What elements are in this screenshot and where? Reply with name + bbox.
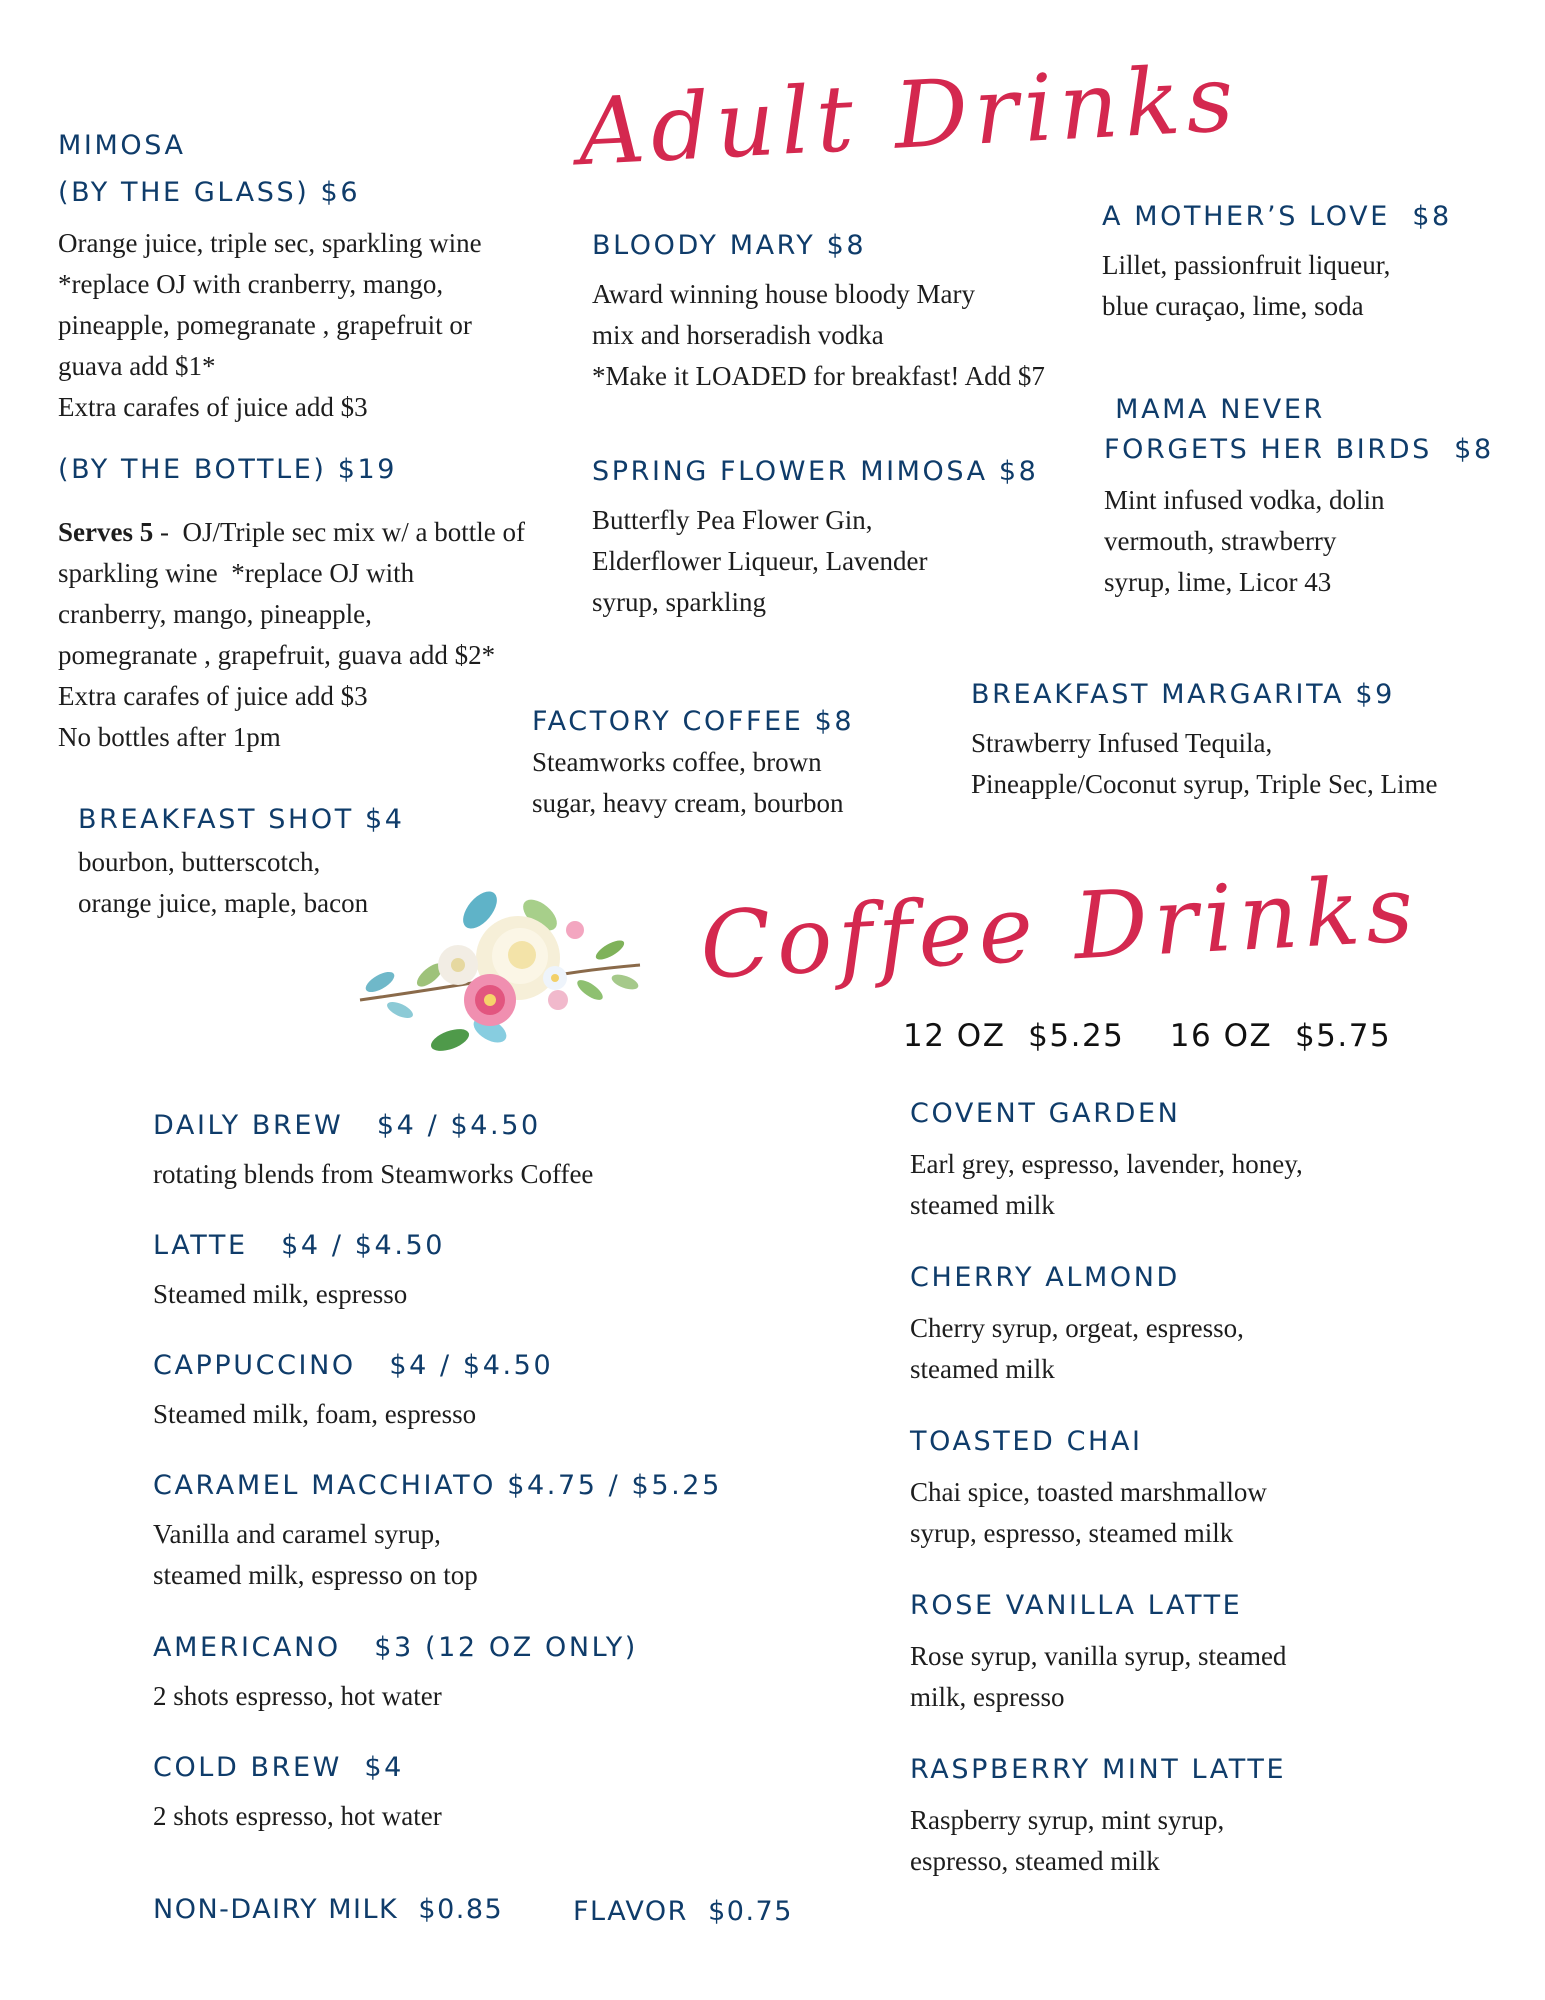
item-desc-line: Mint infused vodka, dolin bbox=[1104, 485, 1385, 515]
item-desc-line: Rose syrup, vanilla syrup, steamed bbox=[910, 1641, 1287, 1671]
item-name: MAMA NEVER bbox=[1104, 394, 1325, 425]
item-name: COLD BREW $4 bbox=[153, 1752, 404, 1783]
item-desc-line: steamed milk bbox=[910, 1190, 1055, 1220]
item-desc-line: Elderflower Liqueur, Lavender bbox=[592, 546, 928, 576]
item-desc-line: bourbon, butterscotch, bbox=[78, 847, 321, 877]
item-desc-line: Lillet, passionfruit liqueur, bbox=[1102, 250, 1391, 280]
addon-flavor: FLAVOR $0.75 bbox=[573, 1896, 793, 1927]
item-desc-line: mix and horseradish vodka bbox=[592, 320, 884, 350]
item-desc-line: steamed milk bbox=[910, 1354, 1055, 1384]
item-desc-line: orange juice, maple, bacon bbox=[78, 888, 369, 918]
cup-size-prices: 12 OZ $5.25 16 OZ $5.75 bbox=[903, 1018, 1392, 1054]
item-desc-line: pomegranate , grapefruit, guava add $2* bbox=[58, 640, 496, 670]
item-desc-line: syrup, sparkling bbox=[592, 587, 766, 617]
serves-label: Serves 5 bbox=[58, 517, 154, 547]
coffee-item-latte bbox=[153, 1226, 722, 1346]
item-name: FACTORY COFFEE $8 bbox=[532, 706, 855, 737]
item-desc-line: Steamworks coffee, brown bbox=[532, 747, 822, 777]
coffee-item-cherry-almond bbox=[910, 1258, 1303, 1422]
item-desc-line: Steamed milk, espresso bbox=[153, 1279, 408, 1309]
item-desc-line: No bottles after 1pm bbox=[58, 722, 281, 752]
coffee-item-americano bbox=[153, 1628, 722, 1748]
item-desc-line: Chai spice, toasted marshmallow bbox=[910, 1477, 1267, 1507]
item-desc-line: Award winning house bloody Mary bbox=[592, 279, 975, 309]
item-desc-line: 2 shots espresso, hot water bbox=[153, 1801, 442, 1831]
item-desc-line: 2 shots espresso, hot water bbox=[153, 1681, 442, 1711]
item-name: CHERRY ALMOND bbox=[910, 1262, 1180, 1293]
menu-item-factory-coffee bbox=[532, 702, 854, 824]
coffee-item-cold-brew bbox=[153, 1748, 722, 1868]
item-name: ROSE VANILLA LATTE bbox=[910, 1590, 1243, 1621]
item-name: TOASTED CHAI bbox=[910, 1426, 1143, 1457]
item-desc-line: *Make it LOADED for breakfast! Add $7 bbox=[592, 361, 1045, 391]
item-name: RASPBERRY MINT LATTE bbox=[910, 1754, 1287, 1785]
menu-item-mimosa-bottle bbox=[58, 450, 525, 758]
item-desc-line: Strawberry Infused Tequila, bbox=[971, 728, 1273, 758]
item-desc-line: rotating blends from Steamworks Coffee bbox=[153, 1159, 594, 1189]
coffee-menu-left bbox=[153, 1106, 722, 1868]
item-desc-line: sparkling wine *replace OJ with bbox=[58, 558, 415, 588]
coffee-item-caramel-macchiato bbox=[153, 1466, 722, 1628]
coffee-item-raspberry-mint-latte bbox=[910, 1750, 1303, 1914]
item-desc-line: Steamed milk, foam, espresso bbox=[153, 1399, 477, 1429]
item-desc-line: Orange juice, triple sec, sparkling wine bbox=[58, 228, 482, 258]
menu-item-bloody-mary bbox=[592, 226, 1045, 397]
item-desc-line: Earl grey, espresso, lavender, honey, bbox=[910, 1149, 1303, 1179]
item-desc-text: - OJ/Triple sec mix w/ a bottle of bbox=[153, 517, 525, 547]
item-desc-line: Raspberry syrup, mint syrup, bbox=[910, 1805, 1225, 1835]
floral-bouquet-icon bbox=[340, 870, 660, 1070]
item-desc-line: syrup, lime, Licor 43 bbox=[1104, 567, 1332, 597]
item-name: CAPPUCCINO $4 / $4.50 bbox=[153, 1350, 554, 1381]
menu-item-mimosa-glass bbox=[58, 126, 482, 428]
item-desc-line: Vanilla and caramel syrup, bbox=[153, 1519, 441, 1549]
item-desc-line: steamed milk, espresso on top bbox=[153, 1560, 478, 1590]
item-desc-line: *replace OJ with cranberry, mango, bbox=[58, 269, 444, 299]
item-desc-line: vermouth, strawberry bbox=[1104, 526, 1337, 556]
item-name: (BY THE BOTTLE) $19 bbox=[58, 454, 398, 485]
item-name: AMERICANO $3 (12 OZ ONLY) bbox=[153, 1632, 638, 1663]
item-desc-line: Extra carafes of juice add $3 bbox=[58, 392, 368, 422]
item-desc-line: syrup, espresso, steamed milk bbox=[910, 1518, 1234, 1548]
addon-non-dairy-milk: NON-DAIRY MILK $0.85 bbox=[153, 1894, 504, 1925]
item-name: FORGETS HER BIRDS $8 bbox=[1104, 434, 1494, 465]
item-desc-line: pineapple, pomegranate , grapefruit or bbox=[58, 310, 472, 340]
item-name: COVENT GARDEN bbox=[910, 1098, 1181, 1129]
item-name: CARAMEL MACCHIATO $4.75 / $5.25 bbox=[153, 1470, 722, 1501]
coffee-item-daily-brew bbox=[153, 1106, 722, 1226]
menu-item-breakfast-margarita bbox=[971, 675, 1437, 805]
item-desc-line: milk, espresso bbox=[910, 1682, 1065, 1712]
adult-drinks-heading: Adult Drinks bbox=[575, 44, 1242, 187]
item-name: DAILY BREW $4 / $4.50 bbox=[153, 1110, 541, 1141]
coffee-item-toasted-chai bbox=[910, 1422, 1303, 1586]
item-desc-line: Pineapple/Coconut syrup, Triple Sec, Lime bbox=[971, 769, 1438, 799]
coffee-item-covent-garden bbox=[910, 1094, 1303, 1258]
item-name: BREAKFAST MARGARITA $9 bbox=[971, 679, 1395, 710]
item-desc-line: Cherry syrup, orgeat, espresso, bbox=[910, 1313, 1244, 1343]
item-desc-line: cranberry, mango, pineapple, bbox=[58, 599, 372, 629]
menu-item-mama-birds bbox=[1104, 390, 1494, 603]
item-desc-line bbox=[58, 512, 525, 553]
coffee-drinks-heading: Coffee Drinks bbox=[697, 855, 1422, 1000]
coffee-menu-right bbox=[910, 1094, 1303, 1914]
item-name: SPRING FLOWER MIMOSA $8 bbox=[592, 456, 1039, 487]
item-name: (BY THE GLASS) $6 bbox=[58, 177, 361, 208]
item-name: A MOTHER’S LOVE $8 bbox=[1102, 201, 1452, 232]
item-name: LATTE $4 / $4.50 bbox=[153, 1230, 446, 1261]
item-name: BREAKFAST SHOT $4 bbox=[78, 804, 405, 835]
menu-item-spring-flower-mimosa bbox=[592, 452, 1038, 623]
item-desc-line: guava add $1* bbox=[58, 351, 216, 381]
coffee-item-cappuccino bbox=[153, 1346, 722, 1466]
item-name: BLOODY MARY $8 bbox=[592, 230, 867, 261]
item-desc-line: Extra carafes of juice add $3 bbox=[58, 681, 368, 711]
item-name: MIMOSA bbox=[58, 130, 186, 161]
item-desc-line: Butterfly Pea Flower Gin, bbox=[592, 505, 873, 535]
item-desc-line: blue curaçao, lime, soda bbox=[1102, 291, 1364, 321]
menu-item-mothers-love bbox=[1102, 197, 1452, 327]
coffee-item-rose-vanilla-latte bbox=[910, 1586, 1303, 1750]
item-desc-line: espresso, steamed milk bbox=[910, 1846, 1160, 1876]
item-desc-line: sugar, heavy cream, bourbon bbox=[532, 788, 844, 818]
